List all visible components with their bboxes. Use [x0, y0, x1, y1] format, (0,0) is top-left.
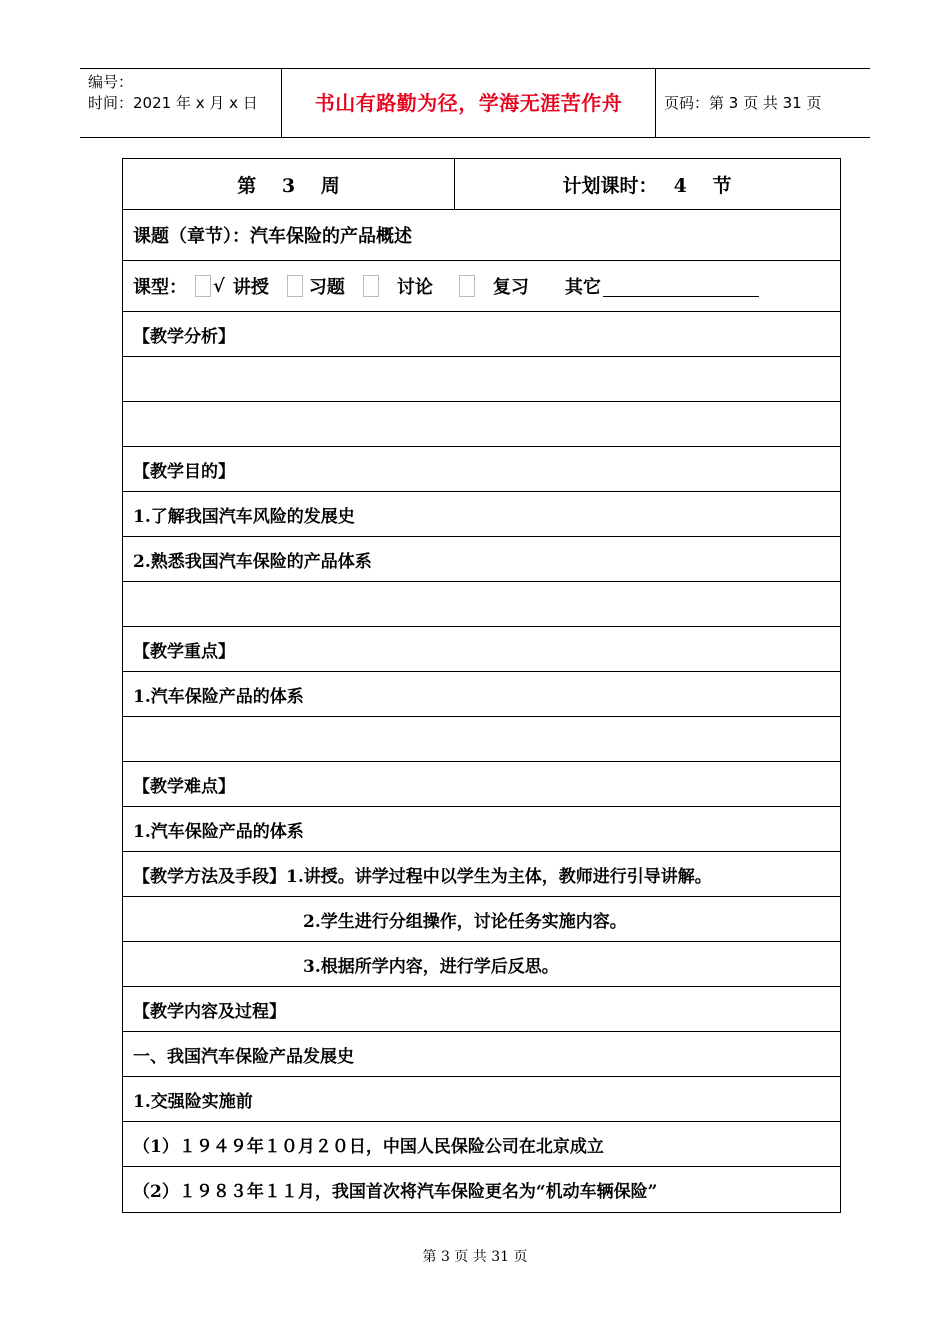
content-title-row	[123, 987, 840, 1032]
document-header	[80, 68, 870, 138]
content-row	[123, 1122, 840, 1167]
difficult-item: 1.汽车保险产品的体系	[133, 821, 304, 842]
lecture-check-mark: √	[213, 275, 225, 297]
difficult-title: 【教学难点】	[133, 776, 235, 797]
review-checkbox[interactable]	[459, 275, 475, 297]
content-item: （2）１９８３年１１月，我国首次将汽车保险更名为“机动车辆保险”	[133, 1182, 658, 1202]
analysis-title-row	[123, 312, 840, 357]
method-line: 【教学方法及手段】1.讲授。讲学过程中以学生为主体，教师进行引导讲解。	[133, 866, 712, 887]
content-row	[123, 1032, 840, 1077]
lesson-plan-table	[122, 158, 841, 1213]
empty-row	[123, 357, 840, 402]
section-heading: 一、我国汽车保险产品发展史	[133, 1046, 354, 1067]
lecture-checkbox[interactable]	[195, 275, 211, 297]
method-line: 3.根据所学内容，进行学后反思。	[303, 956, 559, 977]
content-title: 【教学内容及过程】	[133, 1001, 286, 1022]
method-row	[123, 897, 840, 942]
difficult-title-row	[123, 762, 840, 807]
discussion-checkbox[interactable]	[363, 275, 379, 297]
method-row	[123, 852, 840, 897]
content-row	[123, 1167, 840, 1212]
method-line: 2.学生进行分组操作，讨论任务实施内容。	[303, 911, 627, 932]
empty-row	[123, 402, 840, 447]
lecture-label: 讲授	[232, 277, 269, 298]
topic-row	[123, 210, 840, 261]
goal-title: 【教学目的】	[133, 461, 235, 482]
goal-item: 1.了解我国汽车风险的发展史	[133, 506, 355, 527]
empty-row	[123, 717, 840, 762]
header-motto: 书山有路勤为径，学海无涯苦作舟	[282, 69, 656, 137]
header-number-label: 编号：	[88, 73, 134, 91]
goal-title-row	[123, 447, 840, 492]
header-page-label: 页码：第 3 页 共 31 页	[664, 94, 822, 112]
header-time-label: 时间：2021 年 x 月 x 日	[88, 94, 258, 112]
lesson-type-options	[133, 261, 759, 311]
other-blank-line	[603, 276, 759, 297]
review-label: 复习	[492, 277, 529, 298]
method-row	[123, 942, 840, 987]
subsection-heading: 1.交强险实施前	[133, 1091, 253, 1112]
exercise-label: 习题	[308, 277, 345, 298]
content-item: （1）１９４９年１０月２０日，中国人民保险公司在北京成立	[133, 1136, 604, 1157]
header-meta	[80, 69, 282, 137]
week-cell: 第 3 周	[123, 159, 455, 209]
week-row	[123, 159, 840, 210]
topic-text: 课题（章节）：汽车保险的产品概述	[133, 226, 412, 247]
goal-row	[123, 537, 840, 582]
key-item: 1.汽车保险产品的体系	[133, 686, 304, 707]
discussion-label: 讨论	[396, 277, 433, 298]
key-row	[123, 672, 840, 717]
analysis-title: 【教学分析】	[133, 326, 235, 347]
key-title-row	[123, 627, 840, 672]
other-label: 其它	[564, 277, 601, 298]
key-title: 【教学重点】	[133, 641, 235, 662]
goal-item: 2.熟悉我国汽车保险的产品体系	[133, 551, 372, 572]
content-row	[123, 1077, 840, 1122]
goal-row	[123, 492, 840, 537]
empty-row	[123, 582, 840, 627]
difficult-row	[123, 807, 840, 852]
exercise-checkbox[interactable]	[287, 275, 303, 297]
plan-hours-cell: 计划课时： 4 节	[562, 174, 732, 197]
lesson-type-row	[123, 261, 840, 312]
lesson-type-label: 课型：	[133, 277, 187, 298]
page-footer: 第 3 页 共 31 页	[422, 1249, 528, 1265]
